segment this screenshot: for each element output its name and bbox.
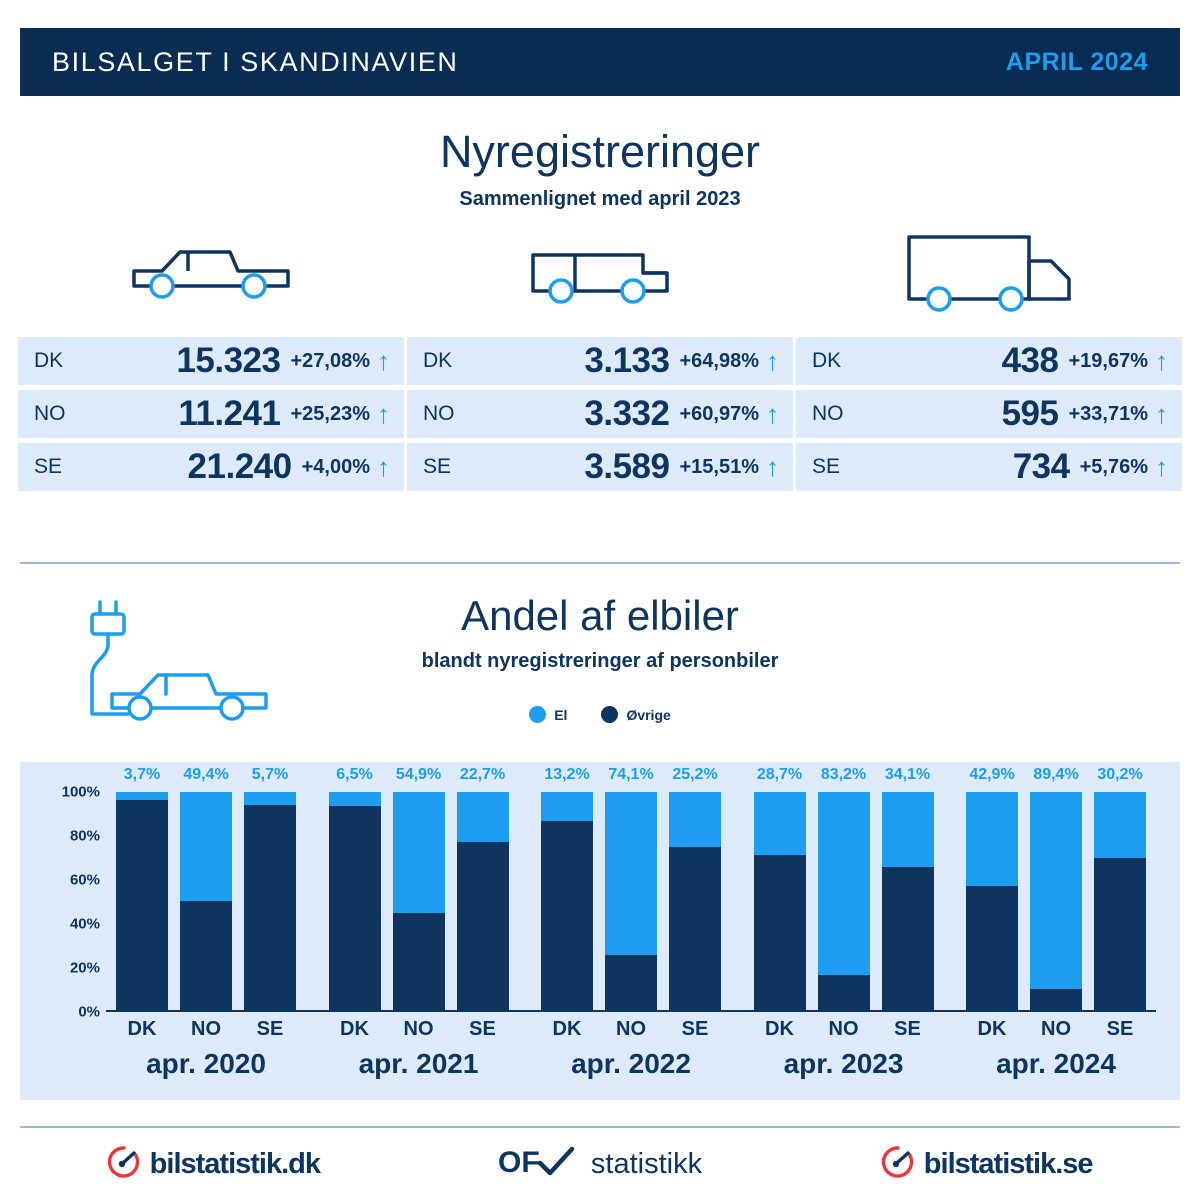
stacked-bar bbox=[541, 766, 593, 1040]
legend-item-el bbox=[529, 706, 567, 723]
bar-segment-ovrige bbox=[116, 800, 168, 1012]
svg-text:OF: OF bbox=[497, 1145, 540, 1179]
bar-segment-ovrige bbox=[541, 821, 593, 1012]
legend-color-swatch-el bbox=[529, 706, 546, 723]
bar-segment-ovrige bbox=[605, 955, 657, 1012]
section2-subtitle: blandt nyregistreringer af personbiler bbox=[421, 650, 779, 672]
legend-item-ovrige bbox=[601, 706, 670, 723]
period-label: APRIL 2024 bbox=[1005, 47, 1148, 76]
divider bbox=[20, 562, 1180, 564]
country-code: NO bbox=[812, 402, 844, 425]
bar-value-label: 89,4% bbox=[1033, 766, 1079, 783]
x-tick-label: NO bbox=[616, 1018, 646, 1040]
change-percent: +15,51% bbox=[679, 455, 759, 478]
bar-value-label: 49,4% bbox=[183, 766, 229, 783]
bar-value-label: 42,9% bbox=[969, 766, 1015, 783]
registration-count: 3.589 bbox=[584, 447, 670, 486]
table-row bbox=[18, 443, 404, 491]
table-row bbox=[796, 443, 1182, 491]
bar-segment-ovrige bbox=[244, 805, 296, 1012]
x-tick-label: NO bbox=[403, 1018, 434, 1040]
country-code: DK bbox=[34, 349, 64, 372]
truck-icon bbox=[796, 210, 1182, 335]
registration-count: 21.240 bbox=[187, 447, 292, 486]
x-tick-label: NO bbox=[1041, 1018, 1071, 1040]
bar-group bbox=[106, 766, 306, 1079]
table-row bbox=[796, 390, 1182, 438]
y-tick: 60% bbox=[69, 871, 100, 889]
bar-segment-ovrige bbox=[1094, 858, 1146, 1012]
bar-group bbox=[319, 766, 519, 1079]
x-tick-label: DK bbox=[977, 1018, 1007, 1040]
stacked-bar bbox=[605, 766, 657, 1040]
y-axis bbox=[44, 783, 100, 1021]
stacked-bar bbox=[1030, 766, 1082, 1040]
change-percent: +25,23% bbox=[290, 402, 370, 425]
change-percent: +33,71% bbox=[1068, 402, 1148, 425]
stacked-bar bbox=[244, 766, 296, 1040]
bar-segment-ovrige bbox=[818, 975, 870, 1012]
ev-share-chart bbox=[20, 762, 1180, 1100]
country-code: SE bbox=[34, 455, 63, 478]
bar-segment-ovrige bbox=[457, 842, 509, 1012]
registration-count: 595 bbox=[1001, 394, 1059, 433]
category-trucks bbox=[796, 210, 1182, 496]
bar-value-label: 54,9% bbox=[395, 766, 442, 783]
bilstatistik-logo-icon bbox=[107, 1145, 141, 1184]
table-row bbox=[18, 337, 404, 385]
footer-item-ofv[interactable] bbox=[407, 1145, 794, 1184]
bar-segment-ovrige bbox=[966, 886, 1018, 1012]
stat-rows-passenger bbox=[18, 337, 404, 491]
bar-segment-ovrige bbox=[669, 847, 721, 1012]
change-percent: +19,67% bbox=[1068, 349, 1148, 372]
legend-color-swatch-ovrige bbox=[601, 706, 618, 723]
arrow-up-icon: ↑ bbox=[377, 346, 390, 376]
y-tick: 40% bbox=[69, 915, 100, 933]
stacked-bar bbox=[882, 766, 934, 1040]
country-code: DK bbox=[812, 349, 842, 372]
divider bbox=[20, 1126, 1180, 1128]
registration-count: 438 bbox=[1001, 341, 1059, 380]
country-code: DK bbox=[423, 349, 453, 372]
stat-rows-vans bbox=[407, 337, 793, 491]
stacked-bar bbox=[818, 766, 870, 1040]
van-icon bbox=[407, 210, 793, 335]
arrow-up-icon: ↑ bbox=[1155, 452, 1168, 482]
stacked-bar bbox=[393, 766, 445, 1040]
country-code: SE bbox=[423, 455, 452, 478]
legend-label-ovrige: Øvrige bbox=[626, 706, 671, 723]
page-title: BILSALGET I SKANDINAVIEN bbox=[52, 46, 459, 77]
stacked-bar bbox=[1094, 766, 1146, 1040]
bar-value-label: 74,1% bbox=[608, 766, 654, 783]
stacked-bar bbox=[457, 766, 509, 1040]
group-label: apr. 2021 bbox=[358, 1048, 479, 1079]
registration-count: 3.332 bbox=[584, 394, 670, 433]
bar-segment-ovrige bbox=[1030, 989, 1082, 1012]
x-tick-label: NO bbox=[828, 1018, 859, 1040]
section1-title: Nyregistreringer bbox=[439, 126, 761, 177]
registration-count: 3.133 bbox=[584, 341, 670, 380]
change-percent: +5,76% bbox=[1079, 455, 1148, 478]
bar-segment-ovrige bbox=[882, 867, 934, 1012]
bar-segment-ovrige bbox=[754, 855, 806, 1012]
footer-label: bilstatistik.se bbox=[923, 1147, 1093, 1180]
table-row bbox=[18, 390, 404, 438]
x-tick-label: SE bbox=[894, 1018, 921, 1040]
y-tick: 80% bbox=[69, 827, 100, 845]
x-tick-label: DK bbox=[127, 1018, 157, 1040]
footer bbox=[20, 1132, 1180, 1196]
category-passenger-cars bbox=[18, 210, 404, 496]
stacked-bar bbox=[180, 766, 232, 1040]
bar-segment-ovrige bbox=[329, 806, 381, 1012]
registration-count: 734 bbox=[1012, 447, 1070, 486]
bar-value-label: 83,2% bbox=[820, 766, 867, 783]
stacked-bar bbox=[669, 766, 721, 1040]
table-row bbox=[407, 443, 793, 491]
x-tick-label: DK bbox=[552, 1018, 582, 1040]
y-tick: 0% bbox=[78, 1003, 100, 1021]
x-tick-label: SE bbox=[256, 1018, 284, 1040]
passenger-car-icon bbox=[18, 210, 404, 335]
x-tick-label: DK bbox=[340, 1018, 369, 1040]
category-vans bbox=[407, 210, 793, 496]
bar-value-label: 22,7% bbox=[459, 766, 506, 783]
group-label: apr. 2023 bbox=[783, 1048, 904, 1079]
bar-value-label: 5,7% bbox=[251, 766, 289, 783]
arrow-up-icon: ↑ bbox=[377, 452, 390, 482]
bar-value-label: 3,7% bbox=[123, 766, 161, 783]
bar-value-label: 34,1% bbox=[884, 766, 931, 783]
arrow-up-icon: ↑ bbox=[766, 452, 779, 482]
x-tick-label: SE bbox=[681, 1018, 709, 1040]
bar-value-label: 30,2% bbox=[1097, 766, 1143, 783]
bar-value-label: 13,2% bbox=[544, 766, 590, 783]
bar-segment-ovrige bbox=[180, 901, 232, 1012]
footer-label: statistikk bbox=[590, 1147, 703, 1180]
country-code: NO bbox=[34, 402, 66, 425]
arrow-up-icon: ↑ bbox=[766, 399, 779, 429]
arrow-up-icon: ↑ bbox=[377, 399, 390, 429]
bar-group bbox=[956, 766, 1156, 1079]
stat-rows-trucks bbox=[796, 337, 1182, 491]
stacked-bar bbox=[754, 766, 806, 1040]
x-tick-label: SE bbox=[469, 1018, 496, 1040]
arrow-up-icon: ↑ bbox=[1155, 346, 1168, 376]
change-percent: +27,08% bbox=[290, 349, 370, 372]
ofv-check-icon bbox=[498, 1145, 582, 1184]
country-code: NO bbox=[423, 402, 455, 425]
bar-value-label: 6,5% bbox=[336, 766, 373, 783]
x-tick-label: NO bbox=[191, 1018, 221, 1040]
group-label: apr. 2024 bbox=[996, 1048, 1116, 1079]
registration-count: 11.241 bbox=[178, 394, 281, 433]
section2-title: Andel af elbiler bbox=[461, 592, 739, 639]
y-tick: 100% bbox=[61, 783, 100, 801]
table-row bbox=[796, 337, 1182, 385]
x-tick-label: DK bbox=[765, 1018, 794, 1040]
stacked-bar bbox=[329, 766, 381, 1040]
country-code: SE bbox=[812, 455, 841, 478]
bar-group bbox=[531, 766, 731, 1079]
y-tick: 20% bbox=[69, 959, 100, 977]
bar-segment-ovrige bbox=[393, 913, 445, 1012]
change-percent: +60,97% bbox=[679, 402, 759, 425]
header-bar bbox=[20, 28, 1180, 96]
plot-area bbox=[106, 766, 1156, 1079]
table-row bbox=[407, 390, 793, 438]
group-label: apr. 2020 bbox=[146, 1048, 266, 1079]
change-percent: +4,00% bbox=[301, 455, 370, 478]
footer-label: bilstatistik.dk bbox=[149, 1147, 320, 1180]
stacked-bar bbox=[116, 766, 168, 1040]
x-tick-label: SE bbox=[1106, 1018, 1134, 1040]
arrow-up-icon: ↑ bbox=[1155, 399, 1168, 429]
footer-item-bilstatistik-dk[interactable] bbox=[20, 1145, 407, 1184]
table-row bbox=[407, 337, 793, 385]
bar-segment-el bbox=[1030, 792, 1082, 1012]
chart-legend bbox=[0, 706, 1200, 723]
legend-label-el: El bbox=[554, 706, 568, 723]
bar-value-label: 28,7% bbox=[756, 766, 803, 783]
registration-count: 15.323 bbox=[176, 341, 281, 380]
stacked-bar bbox=[966, 766, 1018, 1040]
group-label: apr. 2022 bbox=[571, 1048, 691, 1079]
section1-subtitle: Sammenlignet med april 2023 bbox=[459, 188, 741, 210]
bar-group bbox=[744, 766, 944, 1079]
bilstatistik-logo-icon bbox=[881, 1145, 915, 1184]
bar-value-label: 25,2% bbox=[672, 766, 718, 783]
change-percent: +64,98% bbox=[679, 349, 759, 372]
footer-item-bilstatistik-se[interactable] bbox=[793, 1145, 1180, 1184]
arrow-up-icon: ↑ bbox=[766, 346, 779, 376]
